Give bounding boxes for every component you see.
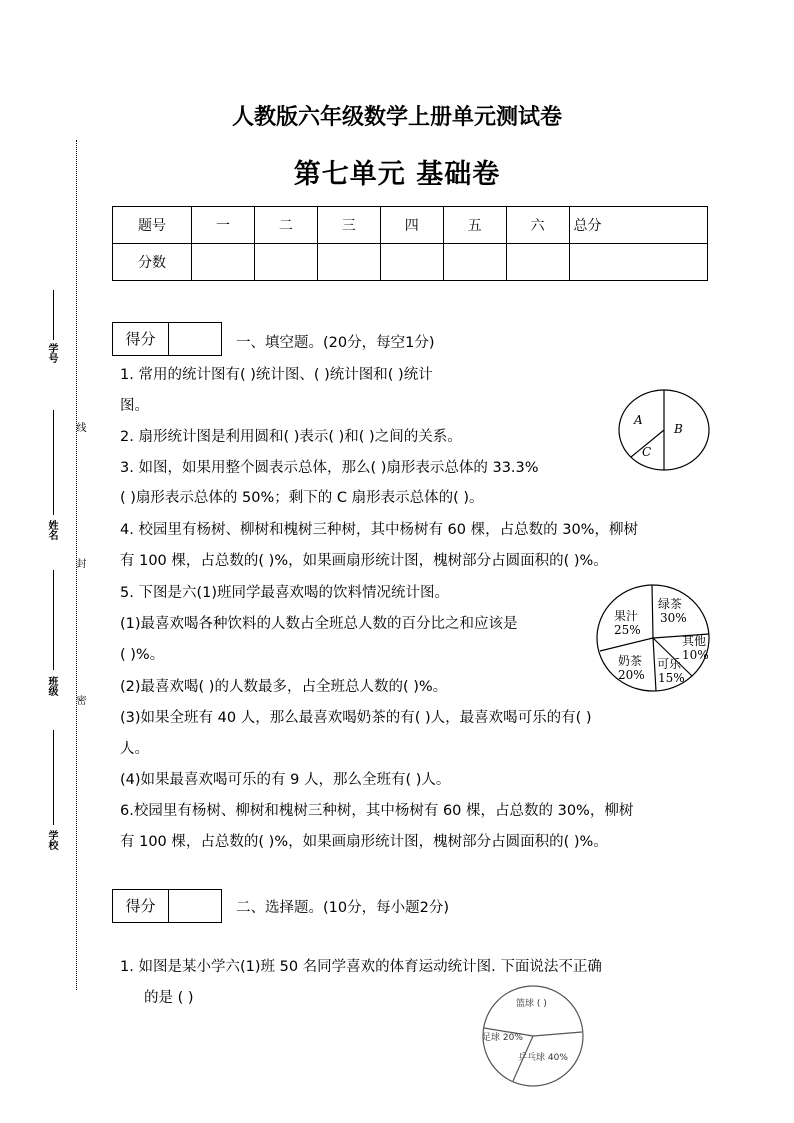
margin-label-name: 姓名 — [46, 520, 57, 540]
score-table — [112, 206, 708, 281]
score-table-cell: 总分 — [569, 207, 707, 244]
score-entry-cell[interactable] — [380, 244, 443, 281]
question-line: 3. 如图，如果用整个圆表示总体，那么( )扇形表示总体的 33.3% — [120, 460, 539, 476]
section2-score-box — [112, 889, 222, 923]
margin-label-school: 学校 — [46, 830, 57, 850]
seal-char-line: 线 — [74, 422, 85, 432]
section1-heading: 一、填空题。(20分，每空1分) — [236, 335, 435, 351]
score-table-cell: 四 — [380, 207, 443, 244]
question-line: 4. 校园里有杨树、柳树和槐树三种树，其中杨树有 60 棵，占总数的 30%，柳树 — [120, 522, 638, 538]
question-line: 5. 下图是六(1)班同学最喜欢喝的饮料情况统计图。 — [120, 585, 449, 601]
question-line: 图。 — [120, 398, 149, 414]
question-line: 1. 如图是某小学六(1)班 50 名同学喜欢的体育运动统计图. 下面说法不正确 — [120, 959, 602, 975]
drink-label-juice: 果汁 — [614, 609, 639, 623]
question-line: (3)如果全班有 40 人，那么最喜欢喝奶茶的有( )人，最喜欢喝可乐的有( ) — [120, 710, 592, 726]
score-table-cell: 二 — [254, 207, 317, 244]
drink-label-milk-tea: 奶茶 — [618, 654, 643, 668]
drink-pie-divider — [600, 638, 653, 651]
score-table-cell: 分数 — [113, 244, 192, 281]
question-line: ( )扇形表示总体的 50%；剩下的 C 扇形表示总体的( )。 — [120, 490, 484, 506]
question-line: 6.校园里有杨树、柳树和槐树三种树，其中杨树有 60 棵，占总数的 30%，柳树 — [120, 803, 634, 819]
question-line: 有 100 棵，占总数的( )%，如果画扇形统计图，槐树部分占圆面积的( )%。 — [120, 553, 608, 569]
seal-char-secret: 密 — [74, 695, 85, 705]
question-line: ( )%。 — [120, 647, 165, 663]
score-table-score-row — [113, 244, 708, 281]
question-line: 有 100 棵，占总数的( )%，如果画扇形统计图，槐树部分占圆面积的( )%。 — [120, 834, 608, 850]
margin-label-student-number: 学号 — [46, 343, 57, 363]
score-entry-cell[interactable] — [443, 244, 506, 281]
seal-char-seal: 封 — [74, 558, 85, 568]
drink-pct-milk-tea: 20% — [618, 668, 645, 682]
section1-score-box — [112, 322, 222, 356]
score-table-cell: 题号 — [113, 207, 192, 244]
question-line: 人。 — [120, 741, 149, 757]
score-entry-cell[interactable] — [317, 244, 380, 281]
score-entry-cell[interactable] — [569, 244, 707, 281]
sport-pie-figure — [478, 984, 588, 1090]
score-table-cell: 五 — [443, 207, 506, 244]
drink-pct-green-tea: 30% — [660, 611, 687, 625]
margin-blank-student-number — [53, 290, 54, 340]
section2-score-label: 得分 — [113, 890, 169, 922]
score-table-cell: 六 — [506, 207, 569, 244]
score-entry-cell[interactable] — [506, 244, 569, 281]
drink-pct-cola: 15% — [658, 671, 685, 685]
abc-pie-figure — [614, 386, 714, 476]
drink-label-other: 其他 — [682, 634, 707, 648]
abc-pie-label-a: A — [634, 413, 643, 427]
margin-label-class: 班级 — [46, 676, 57, 696]
abc-pie-label-c: C — [642, 445, 652, 459]
sport-label-pingpong: 乒乓球 40% — [518, 1053, 568, 1063]
score-table-header-row — [113, 207, 708, 244]
margin-blank-name — [53, 410, 54, 515]
margin-blank-class — [53, 570, 54, 670]
score-entry-cell[interactable] — [254, 244, 317, 281]
drink-label-green-tea: 绿茶 — [658, 597, 683, 611]
drink-pct-juice: 25% — [614, 623, 641, 637]
drink-label-cola: 可乐 — [657, 657, 682, 671]
question-line: 2. 扇形统计图是利用圆和( )表示( )和( )之间的关系。 — [120, 429, 462, 445]
score-table-cell: 三 — [317, 207, 380, 244]
sport-label-basketball: 篮球 ( ) — [516, 999, 547, 1009]
abc-pie-label-b: B — [674, 422, 683, 436]
margin-blank-school — [53, 730, 54, 825]
score-entry-cell[interactable] — [192, 244, 255, 281]
unit-title: 第七单元 基础卷 — [293, 159, 501, 190]
section1-score-label: 得分 — [113, 323, 169, 355]
sport-label-football: 足球 20% — [482, 1033, 523, 1043]
exam-title: 人教版六年级数学上册单元测试卷 — [231, 104, 562, 130]
question-line: (2)最喜欢喝( )的人数最多，占全班总人数的( )%。 — [120, 679, 448, 695]
drink-pie-divider — [653, 638, 656, 691]
question-line: 的是 ( ) — [144, 990, 194, 1006]
section2-heading: 二、选择题。(10分，每小题2分) — [236, 900, 449, 916]
question-line: 1. 常用的统计图有( )统计图、( )统计图和( )统计 — [120, 367, 433, 383]
drink-pct-other: 10% — [682, 648, 709, 662]
drink-pie-divider — [652, 585, 653, 638]
drink-pie-figure — [594, 582, 716, 694]
question-line: (4)如果最喜欢喝可乐的有 9 人，那么全班有( )人。 — [120, 772, 451, 788]
sport-pie-divider — [533, 1032, 582, 1036]
question-line: (1)最喜欢喝各种饮料的人数占全班总人数的百分比之和应该是 — [120, 616, 518, 632]
score-table-cell: 一 — [192, 207, 255, 244]
